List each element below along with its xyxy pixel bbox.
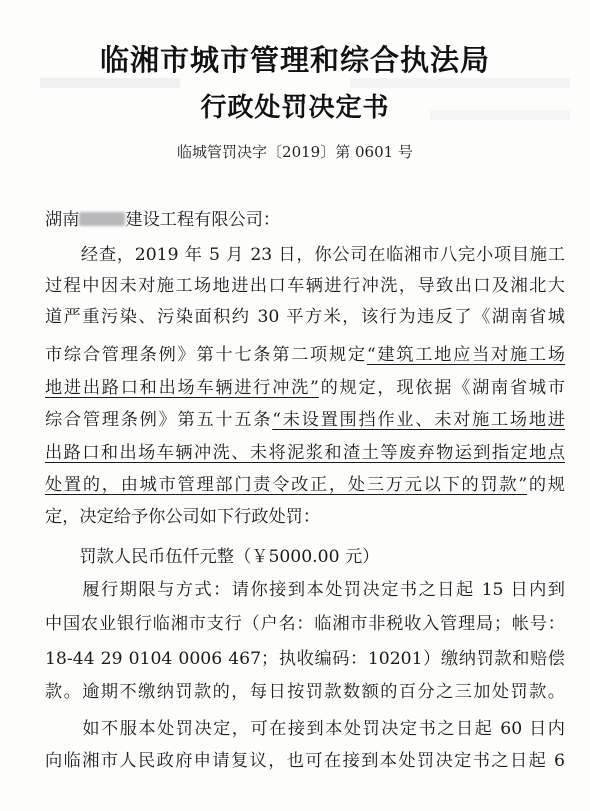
body-line <box>45 746 565 776</box>
underlined-legal-quote: 处置的，由城市管理部门责令改正，处三万元以下的罚款” <box>45 475 528 495</box>
body-text-segment: 18-44 29 0104 0006 467；执收编码：10201）缴纳罚款和赔偿 <box>45 649 565 669</box>
body-text-segment: 过程中因未对施工场地进出口车辆进行冲洗，导致出口及湘北大 <box>45 276 565 296</box>
body-line <box>45 644 565 674</box>
body-line <box>45 240 565 270</box>
document-number: 临城管罚决字〔2019〕第 0601 号 <box>177 143 413 161</box>
body-line <box>45 302 565 332</box>
body-line <box>45 438 565 468</box>
body-line <box>45 470 565 500</box>
underlined-legal-quote: 出路口和出场车辆冲洗、未将泥浆和渣土等废弃物运到指定地点 <box>45 443 565 463</box>
recipient-line <box>45 205 565 235</box>
body-line <box>45 677 565 707</box>
body-line <box>45 271 565 301</box>
body-text-segment: 的规定，现依据《湖南省城市 <box>318 378 565 398</box>
body-line <box>45 373 565 403</box>
body-line <box>45 405 565 435</box>
body-text-segment: 的规 <box>527 475 565 495</box>
body-text-segment: 如不服本处罚决定，可在接到本处罚决定书之日起 60 日内 <box>45 719 565 739</box>
document-type-title: 行政处罚决定书 <box>200 93 390 123</box>
underlined-legal-quote: “建筑工地应当对施工场 <box>366 345 565 365</box>
agency-title: 临湘市城市管理和综合执法局 <box>99 43 490 77</box>
underlined-legal-quote: 地进出路口和出场车辆进行冲洗” <box>45 378 319 398</box>
body-text-segment: 综合管理条例》第五十五条 <box>45 410 273 430</box>
body-line <box>45 542 565 572</box>
recipient-suffix: 建设工程有限公司： <box>125 210 281 230</box>
body-text-segment: 经查，2019 年 5 月 23 日，你公司在临湘市八完小项目施工 <box>45 245 565 265</box>
body-text-segment: 中国农业银行临湘市支行（户名：临湘市非税收入管理局；帐号： <box>45 614 565 634</box>
body-text-segment: 市综合管理条例》第十七条第二项规定 <box>45 345 367 365</box>
redacted-name-block <box>79 212 125 226</box>
body-text-segment: 罚款人民币伍仟元整（￥5000.00 元） <box>45 547 380 567</box>
body-text-segment: 向临湘市人民政府申请复议，也可在接到本处罚决定书之日起 6 <box>45 751 565 771</box>
body-text-segment: 履行期限与方式：请你接到本处罚决定书之日起 15 日内到 <box>45 580 565 600</box>
body-line <box>45 714 565 744</box>
body-line <box>45 575 565 605</box>
underlined-legal-quote: “未设置围挡作业、未对施工场地进 <box>272 410 565 430</box>
body-line <box>45 340 565 370</box>
body-text-segment: 款。逾期不缴纳罚款的，每日按罚款数额的百分之三加处罚款。 <box>45 682 565 702</box>
body-text-segment: 道严重污染、污染面积约 30 平方米，该行为违反了《湖南省城 <box>45 307 565 327</box>
body-line <box>45 609 565 639</box>
body-text-segment: 定，决定给予你公司如下行政处罚： <box>45 507 321 527</box>
body-line <box>45 502 565 532</box>
recipient-prefix: 湖南 <box>45 210 80 230</box>
